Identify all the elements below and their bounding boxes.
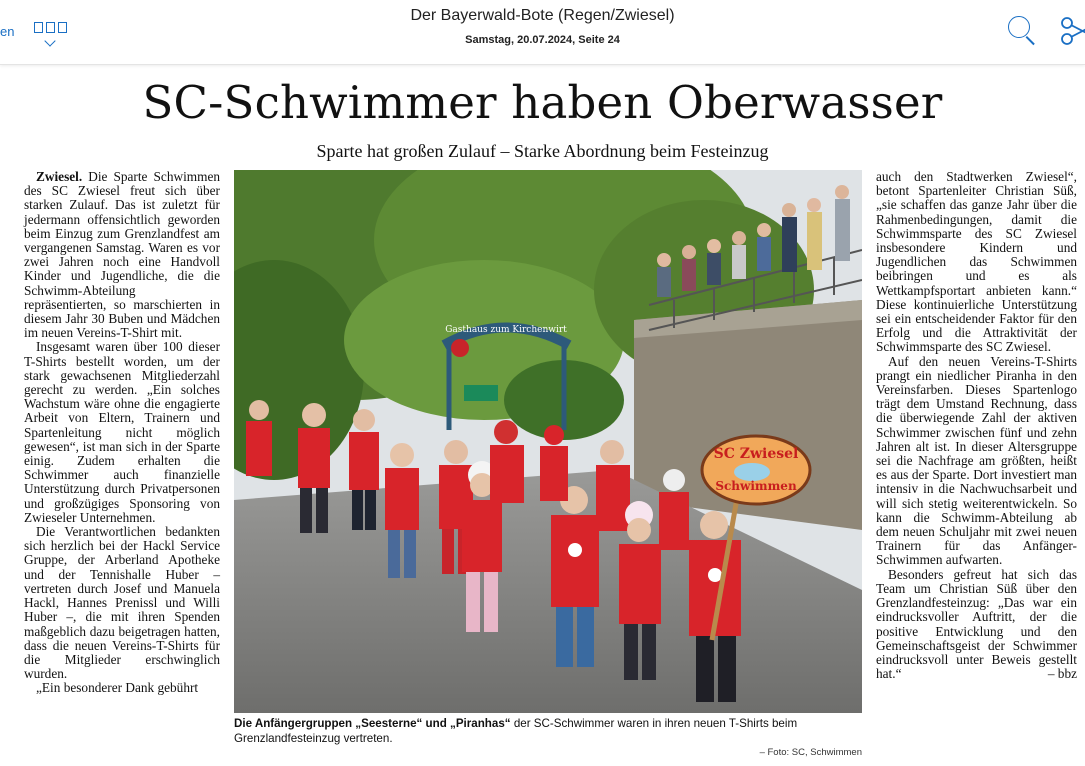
- paragraph: auch den Stadtwerken Zwiesel“, betont Spartenleiter Christian Süß, „sie schaffen das ganze Jahr über die Rahmenbedingungen, damit die Schwimmsparte des SC Zwiesel insbesondere Kindern und Jugendlichen das Schwimmen beibringen und es als Wettkampfsportart anbieten kann.“ Diese kontinuierliche Unterstützung sei ein entscheidender Faktor für den Erfolg und die Attraktivität der Schwimmsparte des SC Zwiesel.: [876, 169, 1077, 355]
- club-sign-line2: Schwimmen: [715, 479, 797, 493]
- parade-photo: [234, 170, 862, 713]
- paragraph: Die Verantwortlichen bedankten sich herzlich bei der Hackl Service Gruppe, der Arberland Apotheke und der Tennishalle Huber – vertreten durch Josef und Manuela Hackl, Hannes Prenissl und Willi Huber –, die mit ihren Spenden maßgeblich dazu beigetragen hatten, dass die neuen Vereins-T-Shirts für die Mitglieder erschwinglich wurden.: [24, 524, 220, 682]
- paragraph: „Ein besonderer Dank gebührt: [36, 680, 199, 696]
- paragraph-text: Besonders gefreut hat sich das Team um Christian Süß über den Grenzlandfesteinzug: „Das war ein eindrucksvoller Auftritt, der die positive Entwicklung und den Gemeinschaftsgeist der Schwimmer eindrucksvoll unter Beweis gestellt hat.“: [876, 566, 1077, 682]
- back-link[interactable]: en: [0, 24, 15, 39]
- paragraph: Auf den neuen Vereins-T-Shirts prangt ein niedlicher Piranha in den Vereinsfarben. Dieses Spartenlogo trägt dem Umstand Rechnung, dass die überwiegende Zahl der aktiven Schwimmer zwischen fünf und zehn Jahren alt ist. In dieser Altersgruppe sei die Nachfrage am größten, heißt es aus der Sparte. Dort investiert man intensiv in die Nachwuchsarbeit und will sich stetig weiterentwickeln. So kann die Schwimm-Abteilung ab dem neuen Schuljahr mit zwei neuen Trainern für das Anfänger-Schwimmen aufwarten.: [876, 353, 1077, 568]
- photo-credit: – Foto: SC, Schwimmen: [759, 747, 862, 758]
- paragraph: [876, 568, 1077, 682]
- search-button[interactable]: [1006, 14, 1040, 48]
- issue-date: Samstag, 20.07.2024, Seite 24: [465, 34, 620, 46]
- publication-title: Der Bayerwald-Bote (Regen/Zwiesel): [410, 7, 675, 24]
- paragraph: Insgesamt waren über 100 dieser T-Shirts bestellt worden, um der stark gewachsenen Mitgliederzahl gerecht zu werden. „Ein solches Wachstum wäre ohne die engagierte Arbeit von Eltern, Trainern und Spartenleitung nicht möglich gewesen“, ist man sich in der Sparte einig. Zudem erhalten die Schwimmer auch finanzielle Unterstützung durch Privatpersonen und großzügiges Sponsoring von Zwieseler Unternehmen.: [24, 339, 220, 525]
- clip-article-button[interactable]: [1058, 14, 1085, 48]
- search-icon: [1008, 16, 1030, 38]
- paragraph-text: Die Sparte Schwimmen des SC Zwiesel freut sich über starken Zulauf. Das ist zuletzt für jedermann offensichtlich geworden beim Einzug zum Grenzlandfest am vergangenen Samstag. Waren es vor zwei Jahren noch eine Handvoll Kinder und Jugendliche, die die Schwimm-Abteilung repräsentierten, so marschierten in diesem Jahr 30 Buben und Mädchen im neuen Vereins-T-Shirt mit.: [24, 169, 220, 341]
- article-photo[interactable]: [234, 170, 862, 713]
- scissors-icon: [1058, 14, 1085, 48]
- article-subheadline: Sparte hat großen Zulauf – Starke Abordnung beim Festeinzug: [316, 141, 769, 161]
- club-sign-line1: SC Zwiesel: [713, 446, 799, 462]
- gate-sign-text: Gasthaus zum Kirchenwirt: [445, 325, 567, 335]
- reader-toolbar: [0, 0, 1085, 65]
- article-column-left: [24, 170, 220, 696]
- caption-text: der SC-Schwimmer waren in ihren neuen T-Shirts beim Grenzlandfesteinzug vertreten.: [234, 717, 798, 745]
- article-column-right: [876, 170, 1077, 681]
- author-signature: – bbz: [1047, 666, 1077, 682]
- search-icon-handle: [1026, 36, 1035, 45]
- article-headline: SC-Schwimmer haben Oberwasser: [142, 76, 943, 129]
- photo-caption: [234, 716, 862, 758]
- dateline: Zwiesel.: [36, 169, 83, 184]
- caption-bold: Die Anfängergruppen „Seesterne“ und „Piranhas“: [234, 717, 511, 730]
- paragraph: [24, 170, 220, 340]
